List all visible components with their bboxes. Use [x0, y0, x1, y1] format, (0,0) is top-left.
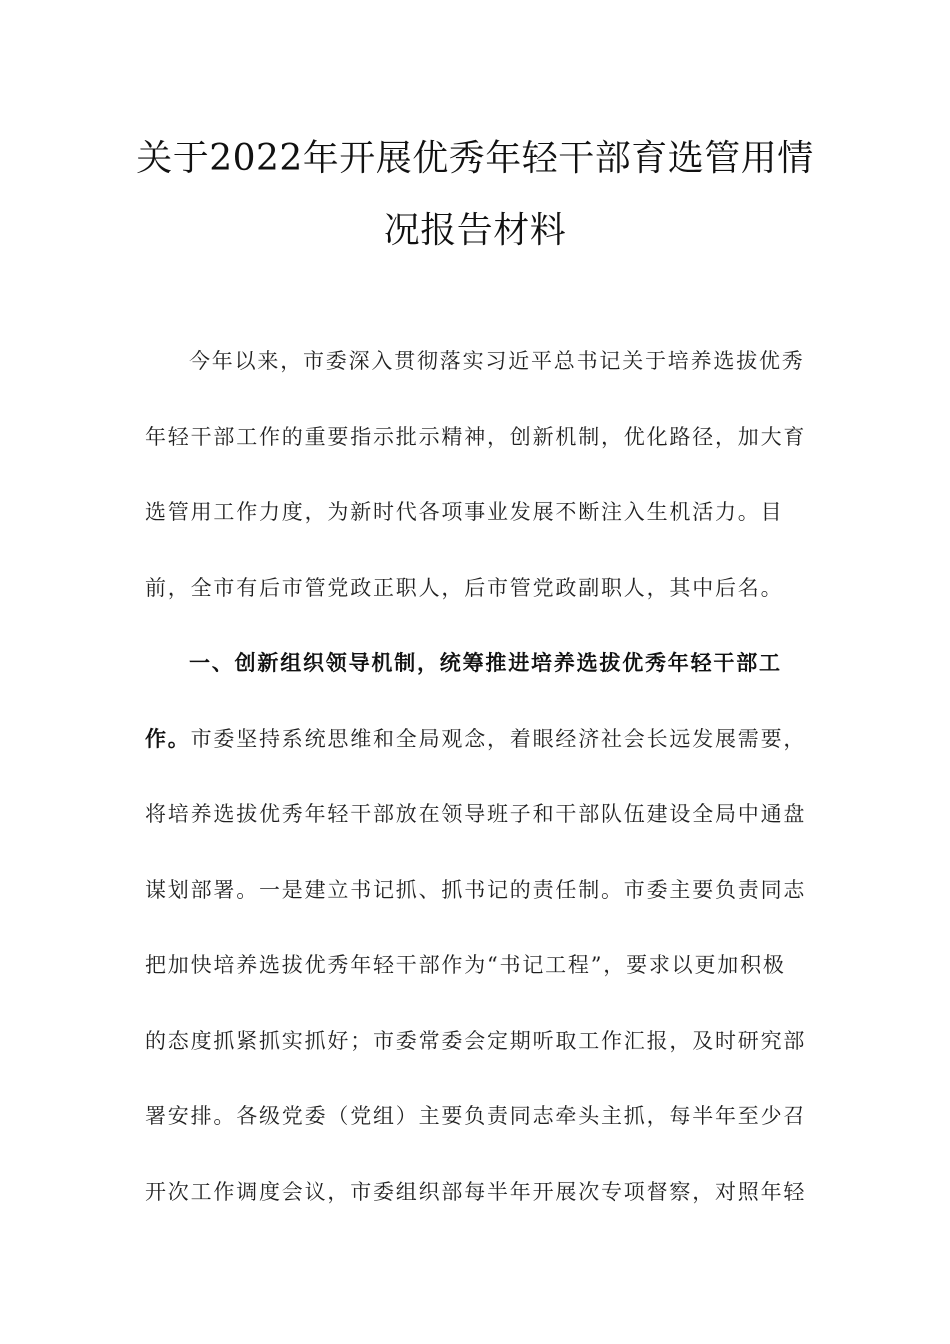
- paragraph-line: [145, 714, 807, 790]
- paragraph-line: [145, 412, 807, 488]
- document-title: [100, 123, 850, 267]
- line-text: 将培养选拔优秀年轻干部放在领导班子和干部队伍建设全局中通盘: [145, 802, 807, 826]
- paragraph-line: [145, 563, 795, 639]
- title-line-2: 况报告材料: [383, 210, 567, 251]
- line-text: 署安排。各级党委（党组）主要负责同志牵头主抓，每半年至少召: [145, 1104, 807, 1128]
- paragraph-line: [145, 940, 795, 1016]
- section-heading-text: 一、创新组织领导机制，统筹推进培养选拔优秀年轻干部工: [189, 650, 782, 675]
- paragraph-line: [145, 789, 807, 865]
- section-heading-text: 作。: [145, 725, 191, 751]
- line-text: 谋划部署。一是建立书记抓、抓书记的责任制。市委主要负责同志: [145, 877, 807, 902]
- line-text: 前，全市有后市管党政正职人，后市管党政副职人，其中后名。: [145, 575, 784, 600]
- line-text: 选管用工作力度，为新时代各项事业发展不断注入生机活力。目: [145, 500, 784, 524]
- paragraph-line: [145, 487, 795, 563]
- line-text: 年轻干部工作的重要指示批示精神，创新机制，优化路径，加大育: [145, 424, 807, 449]
- line-text: 把加快培养选拔优秀年轻干部作为“书记工程”，要求以更加积极: [145, 953, 786, 977]
- line-text: 今年以来，市委深入贯彻落实习近平总书记关于培养选拔优秀: [189, 349, 805, 373]
- paragraph-line: [145, 1091, 807, 1167]
- paragraph-line: [145, 336, 805, 412]
- line-text: 开次工作调度会议，市委组织部每半年开展次专项督察，对照年轻: [145, 1179, 807, 1204]
- paragraph-line: [145, 1167, 807, 1243]
- document-body: [145, 336, 807, 1242]
- paragraph-line: [145, 865, 807, 941]
- line-text: 市委坚持系统思维和全局观念，着眼经济社会长远发展需要，: [190, 726, 807, 751]
- title-line-1: 关于2022年开展优秀年轻干部育选管用情: [136, 138, 814, 179]
- line-text: 的态度抓紧抓实抓好；市委常委会定期听取工作汇报，及时研究部: [145, 1028, 807, 1053]
- section-heading-line: [145, 638, 795, 714]
- paragraph-line: [145, 1016, 807, 1092]
